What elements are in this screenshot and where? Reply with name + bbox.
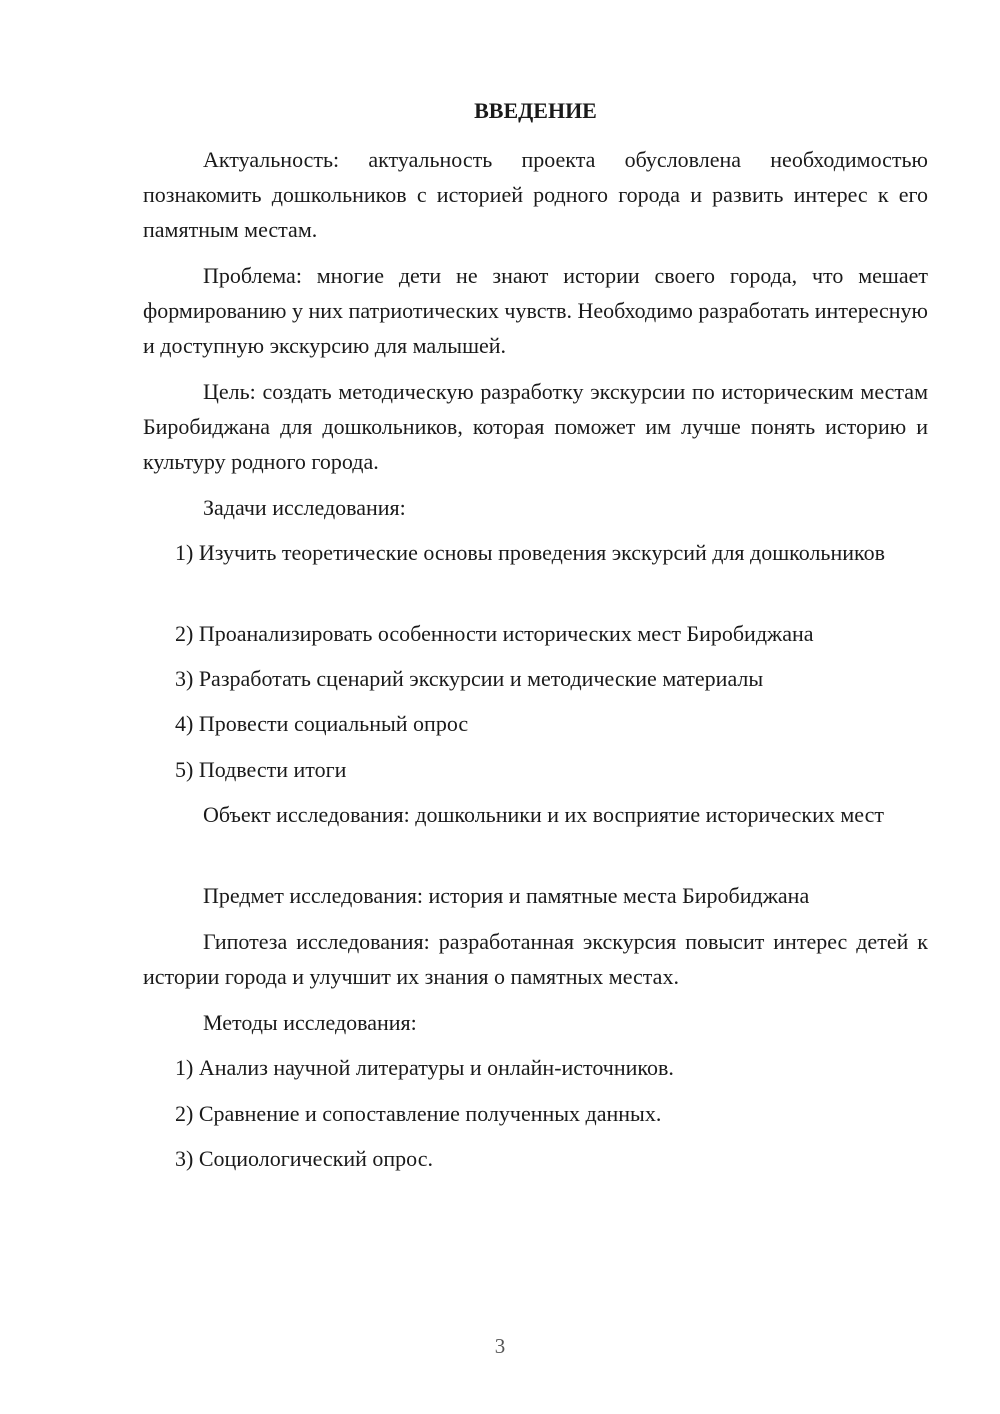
method-item: 2) Сравнение и сопоставление полученных данных. xyxy=(175,1101,662,1126)
method-item: 3) Социологический опрос. xyxy=(175,1146,433,1171)
task-item: 3) Разработать сценарий экскурсии и методические материалы xyxy=(175,666,764,691)
task-item: 1) Изучить теоретические основы проведения экскурсий для дошкольников xyxy=(175,540,885,565)
hypothesis-paragraph: Гипотеза исследования: разработанная экскурсия повысит интерес детей к истории города и улучшит их знания о памятных местах. xyxy=(143,929,928,989)
task-item: 4) Провести социальный опрос xyxy=(175,711,469,736)
goal-paragraph: Цель: создать методическую разработку экскурсии по историческим местам Биробиджана для дошкольников, которая поможет им лучше понять историю и культуру родного города. xyxy=(143,379,928,474)
subject-paragraph: Предмет исследования: история и памятные места Биробиджана xyxy=(203,883,810,908)
section-heading: ВВЕДЕНИЕ xyxy=(474,98,597,123)
task-item: 2) Проанализировать особенности исторических мест Биробиджана xyxy=(175,621,814,646)
method-item: 1) Анализ научной литературы и онлайн-источников. xyxy=(175,1055,674,1080)
object-paragraph: Объект исследования: дошкольники и их восприятие исторических мест xyxy=(203,802,884,827)
relevance-paragraph: Актуальность: актуальность проекта обусловлена необходимостью познакомить дошкольников с историей родного города и развить интерес к его памятным местам. xyxy=(143,147,928,242)
task-item: 5) Подвести итоги xyxy=(175,757,347,782)
problem-paragraph: Проблема: многие дети не знают истории своего города, что мешает формированию у них патриотических чувств. Необходимо разработать интересную и доступную экскурсию для малышей. xyxy=(143,263,928,358)
methods-title: Методы исследования: xyxy=(203,1010,417,1035)
page-number: 3 xyxy=(494,1334,506,1358)
tasks-title: Задачи исследования: xyxy=(203,495,406,520)
